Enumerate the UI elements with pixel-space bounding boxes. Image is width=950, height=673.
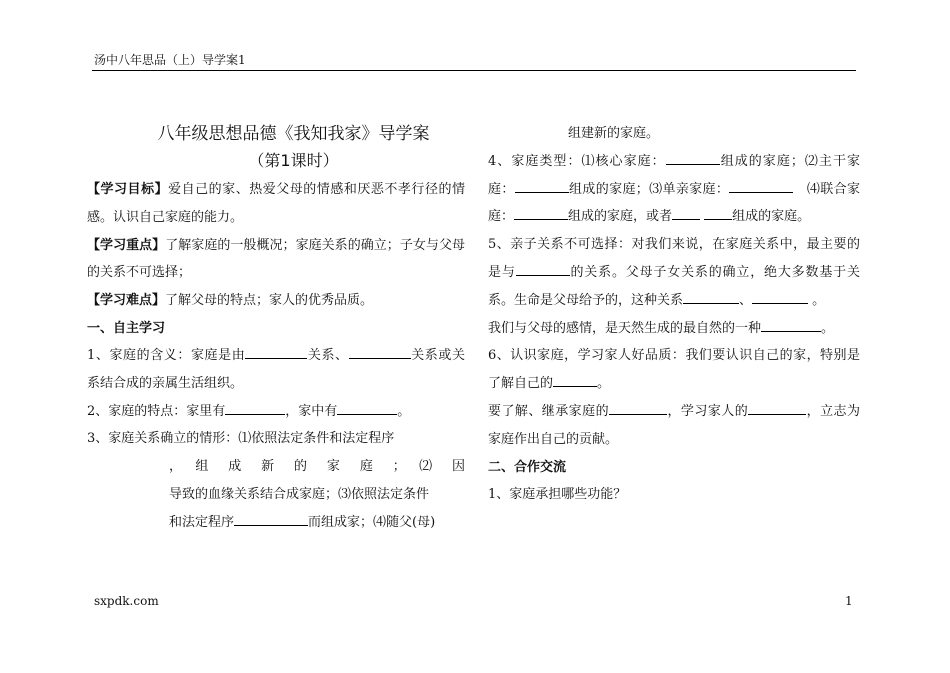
question-3-line: ， 组 成 新 的 家 庭 ； ⑵ 因 bbox=[169, 459, 465, 475]
question-3-indented bbox=[169, 453, 465, 536]
blank[interactable] bbox=[234, 511, 308, 526]
question-3-continued: 组建新的家庭。 bbox=[568, 126, 660, 141]
blank[interactable] bbox=[514, 205, 568, 220]
document-title: 八年级思想品德《我知我家》导学案 bbox=[157, 124, 430, 144]
right-column bbox=[488, 120, 860, 508]
question-5-continued: 我们与父母的感情，是天然生成的最自然的一种 。 bbox=[488, 315, 860, 343]
document-subtitle: （第1课时） bbox=[248, 151, 339, 170]
footer-page-number: 1 bbox=[845, 594, 853, 608]
question-1: 1、家庭的含义：家庭是由 关系、 关系或关系结合成的亲属生活组织。 bbox=[87, 342, 465, 398]
header-divider bbox=[92, 70, 856, 71]
question-3-line: 导致的血缘关系结合成家庭；⑶依照法定条件 bbox=[169, 486, 430, 502]
blank[interactable] bbox=[672, 205, 700, 220]
section-heading-cooperation: 二、合作交流 bbox=[488, 459, 567, 475]
key-label: 【学习重点】 bbox=[87, 237, 166, 253]
blank[interactable] bbox=[515, 178, 569, 193]
blank[interactable] bbox=[337, 400, 397, 415]
blank[interactable] bbox=[516, 261, 570, 276]
goal-text: 爱自己的家、热爱父母的情感和厌恶不孝行径的情感。认识自己家庭的能力。 bbox=[87, 182, 465, 225]
hard-text: 了解父母的特点；家人的优秀品质。 bbox=[165, 293, 374, 309]
blank[interactable] bbox=[748, 400, 806, 415]
blank[interactable] bbox=[245, 344, 307, 359]
blank[interactable] bbox=[666, 150, 720, 165]
blank[interactable] bbox=[761, 317, 821, 332]
question-3-line: 和法定程序 而组成家；⑷随父(母) bbox=[169, 509, 465, 537]
blank[interactable] bbox=[225, 400, 285, 415]
learning-key bbox=[87, 232, 465, 288]
blank[interactable] bbox=[609, 400, 667, 415]
blank[interactable] bbox=[553, 372, 597, 387]
question-4: 4、家庭类型：⑴核心家庭： 组成的家庭；⑵主干家庭： 组成的家庭；⑶单亲家庭： ⑷联合家庭： 组成的家庭，或者 组成的家庭。 bbox=[488, 148, 860, 231]
question-6-continued: 要了解、继承家庭的 ，学习家人的 ，立志为家庭作出自己的贡献。 bbox=[488, 398, 860, 454]
blank[interactable] bbox=[752, 289, 808, 304]
section-heading-self-study: 一、自主学习 bbox=[87, 320, 166, 336]
blank[interactable] bbox=[704, 205, 732, 220]
blank[interactable] bbox=[729, 178, 793, 193]
learning-difficulty bbox=[87, 287, 465, 315]
left-column bbox=[87, 120, 465, 537]
blank[interactable] bbox=[349, 344, 411, 359]
hard-label: 【学习难点】 bbox=[87, 293, 166, 309]
footer-site: sxpdk.com bbox=[94, 594, 159, 608]
question-6: 6、认识家庭，学习家人好品质：我们要认识自己的家，特别是了解自己的 。 bbox=[488, 348, 860, 392]
question-7: 1、家庭承担哪些功能？ bbox=[488, 486, 627, 502]
page-header: 汤中八年思品（上）导学案1 bbox=[94, 53, 246, 67]
question-3: 3、家庭关系确立的情形：⑴依照法定条件和法定程序 bbox=[87, 431, 395, 447]
goal-label: 【学习目标】 bbox=[87, 182, 169, 197]
key-text: 了解家庭的一般概况；家庭关系的确立；子女与父母的关系不可选择； bbox=[87, 237, 465, 281]
learning-goal bbox=[87, 176, 465, 232]
blank[interactable] bbox=[683, 289, 739, 304]
question-2: 2、家庭的特点：家里有 ，家中有 。 bbox=[87, 398, 465, 426]
question-5: 5、亲子关系不可选择：对我们来说，在家庭关系中，最主要的是与 的关系。父母子女关系的确立，绝大多数基于关系。生命是父母给予的，这种关系 、 。 bbox=[488, 237, 860, 308]
